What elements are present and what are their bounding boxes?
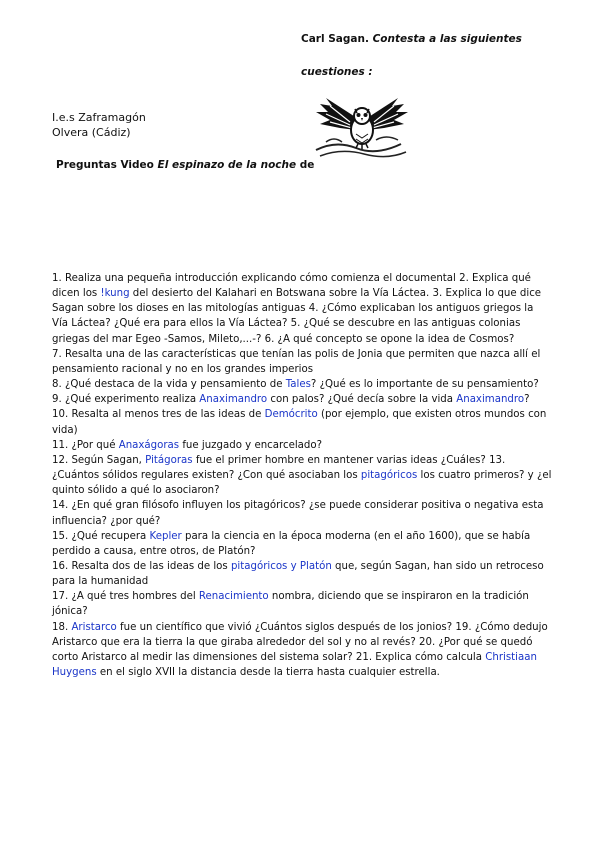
q-text: 17. ¿A qué tres hombres del — [52, 591, 199, 603]
kepler-link[interactable]: Kepler — [149, 530, 182, 542]
q-text: ? — [524, 394, 530, 406]
q-text: fue el primer hombre en mantener varias ideas ¿Cuáles? 13. ¿Cuántos sólidos regulares existen? ¿Con qué asociaban los — [52, 454, 506, 482]
questions-body — [52, 271, 552, 680]
question-9 — [52, 392, 552, 407]
header-instruction-cont: cuestiones : — [301, 66, 373, 78]
q-text: 16. Resalta dos de las ideas de los — [52, 560, 231, 572]
q-text: 11. ¿Por qué — [52, 439, 119, 451]
q-text: los cuatro primeros? y ¿el quinto sólido a qué lo asociaron? — [52, 470, 552, 497]
anaxagoras-link[interactable]: Anaxágoras — [118, 439, 180, 451]
header-line-1 — [301, 33, 522, 45]
q-text: en el siglo XVII la distancia desde la tierra hasta cualquier estrella. — [96, 667, 440, 679]
huygens-link[interactable]: Christiaan Huygens — [52, 651, 537, 679]
question-7: 7. Resalta una de las características que tenían las polis de Jonia que permiten que nazca allí el pensamiento racional y no en los grandes imperios — [52, 348, 541, 375]
pitagoras-link[interactable]: Pitágoras — [145, 454, 193, 466]
video-prefix: Preguntas Video — [56, 159, 158, 171]
question-11 — [52, 438, 552, 453]
pitagoricos-platon-link[interactable]: pitagóricos y Platón — [230, 560, 332, 572]
school-name: I.e.s Zaframagón — [52, 111, 146, 124]
video-title: El espinazo de la noche — [157, 159, 297, 171]
owl-logo-icon — [306, 92, 416, 162]
question-12-13 — [52, 453, 552, 498]
q-text: del desierto del Kalahari en Botswana sobre la Vía Láctea. 3. Explica lo que dice Sagan sobre los dioses en las mitologías antiguas 4. ¿Cómo explicaban los antiguos griegos la Vía Láctea? ¿Qué era para ellos la Vía Láctea? 5. ¿Qué se descubre en las antiguas colonias griegas del mar Egeo -Samos, Mileto,...-? 6. ¿A qué concepto se opone la idea de Cosmos? — [52, 288, 542, 345]
school-block — [52, 110, 146, 140]
tales-link[interactable]: Tales — [285, 379, 311, 391]
video-suffix: de — [296, 159, 315, 171]
q-text: 1. Realiza una pequeña introducción explicando cómo comienza el documental 2. Explica qué dicen los — [52, 273, 531, 300]
anaximandro-link-2[interactable]: Anaximandro — [456, 394, 525, 406]
q-text: 18. — [52, 621, 72, 633]
q-text: nombra, diciendo que se inspiraron en la tradición jónica? — [52, 591, 529, 618]
anaximandro-link[interactable]: Anaximandro — [199, 394, 268, 406]
q-text: 10. Resalta al menos tres de las ideas de — [52, 409, 265, 421]
q-text: 15. ¿Qué recupera — [52, 530, 150, 542]
q-text: que, según Sagan, han sido un retroceso para la humanidad — [52, 560, 544, 588]
header-instruction: Contesta a las siguientes — [372, 33, 522, 45]
q-text: 9. ¿Qué experimento realiza — [52, 394, 200, 406]
democrito-link[interactable]: Demócrito — [264, 409, 318, 421]
q-text: 12. Según Sagan, — [52, 454, 146, 466]
q-text: fue juzgado y encarcelado? — [179, 439, 323, 451]
question-15 — [52, 529, 552, 559]
video-title-line — [56, 159, 314, 171]
kung-link[interactable]: !kung — [100, 288, 130, 300]
question-18-21 — [52, 620, 552, 681]
question-8 — [52, 377, 552, 392]
question-14: 14. ¿En qué gran filósofo influyen los pitagóricos? ¿se puede considerar positiva o negativa esta influencia? ¿por qué? — [52, 500, 544, 527]
q-text: para la ciencia en la época moderna (en el año 1600), que se había perdido a causa, entre otros, de Platón? — [52, 530, 531, 557]
q-text: con palos? ¿Qué decía sobre la vida — [267, 394, 457, 406]
q-text: (por ejemplo, que existen otros mundos con vida) — [52, 409, 547, 436]
q-text: 8. ¿Qué destaca de la vida y pensamiento de — [52, 379, 286, 391]
question-1-6 — [52, 271, 552, 347]
aristarco-link[interactable]: Aristarco — [71, 621, 117, 633]
q-text: fue un científico que vivió ¿Cuántos siglos después de los jonios? 19. ¿Cómo dedujo Aristarco que era la tierra la que giraba alrededor del sol y no al revés? 20. ¿Por qué se quedó corto Aristarco al medir las dimensiones del sistema solar? 21. Explica cómo calcula — [52, 621, 548, 663]
school-location: Olvera (Cádiz) — [52, 126, 131, 139]
question-17 — [52, 589, 552, 619]
q-text: ? ¿Qué es lo importante de su pensamiento? — [310, 379, 539, 391]
header-author: Carl Sagan. — [301, 33, 373, 45]
renacimiento-link[interactable]: Renacimiento — [198, 591, 269, 603]
question-16 — [52, 559, 552, 589]
header-line-2 — [301, 66, 373, 78]
pitagoricos-link[interactable]: pitagóricos — [360, 470, 418, 482]
question-10 — [52, 407, 552, 437]
